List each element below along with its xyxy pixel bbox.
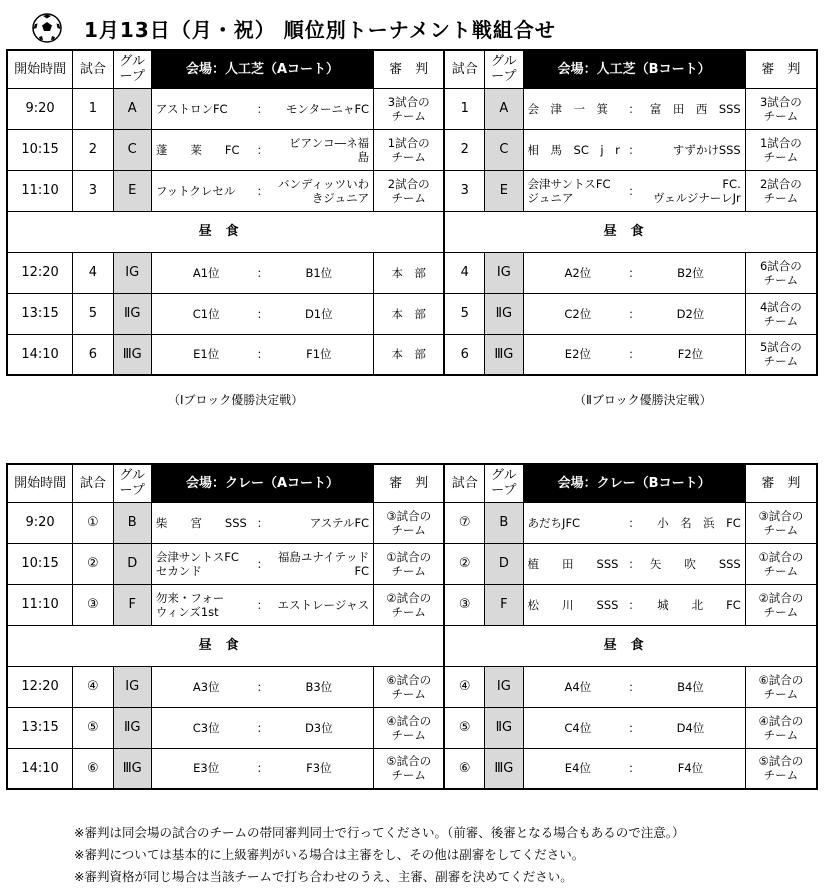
start-time: 13:15 <box>7 293 73 334</box>
referee: ③試合の チーム <box>374 502 445 543</box>
schedule-table-1 <box>6 49 818 376</box>
match-number: 4 <box>444 252 484 293</box>
start-time: 9:20 <box>7 502 73 543</box>
soccer-ball-icon <box>32 13 62 43</box>
header-group: グル ープ <box>113 464 151 502</box>
group-label: ⅢG <box>485 334 523 375</box>
vs-separator: ： <box>628 183 640 198</box>
away-team: F2位 <box>677 347 704 362</box>
referee: 2試合の チーム <box>374 170 445 211</box>
title-row <box>32 8 556 48</box>
away-team: ビアンコ―ネ福 島 <box>289 135 370 164</box>
match-number: 3 <box>444 170 484 211</box>
match-row <box>7 334 817 375</box>
match-cell <box>523 129 745 170</box>
vs-separator: ： <box>256 306 269 321</box>
home-team: 勿来・フォー ウィンズ1st <box>155 590 225 619</box>
start-time: 10:15 <box>7 543 73 584</box>
home-team: 会 津 一 箕 <box>527 101 609 116</box>
match-number: ② <box>444 543 484 584</box>
away-team: モンターニャFC <box>285 101 370 116</box>
away-team: B4位 <box>677 679 704 694</box>
match-cell <box>523 666 745 707</box>
match-cell <box>151 334 373 375</box>
match-cell <box>523 334 745 375</box>
away-team: アステルFC <box>309 515 370 530</box>
match-cell <box>523 502 745 543</box>
vs-separator: ： <box>256 101 269 116</box>
match-row <box>7 543 817 584</box>
match-number: 3 <box>73 170 113 211</box>
match-number: 5 <box>444 293 484 334</box>
vs-separator: ： <box>628 142 640 157</box>
vs-separator: ： <box>628 265 640 280</box>
group-label: D <box>113 543 151 584</box>
header-referee: 審 判 <box>374 50 445 88</box>
match-number: ⑦ <box>444 502 484 543</box>
match-cell <box>151 543 373 584</box>
group-label: F <box>485 584 523 625</box>
group-label: D <box>485 543 523 584</box>
start-time: 11:10 <box>7 170 73 211</box>
page-title: 1月13日（月・祝） 順位別トーナメント戦組合せ <box>84 17 556 42</box>
vs-separator: ： <box>628 306 640 321</box>
home-team: E2位 <box>564 347 591 362</box>
referee: 1試合の チーム <box>374 129 445 170</box>
header-venue-right: 会場：人工芝（Bコート） <box>523 50 745 88</box>
group-label: ⅠG <box>485 666 523 707</box>
match-cell <box>523 584 745 625</box>
match-number: ④ <box>444 666 484 707</box>
match-cell <box>523 293 745 334</box>
home-team: あだちJFC <box>527 515 581 530</box>
match-number: ② <box>73 543 113 584</box>
lunch-row <box>7 625 817 666</box>
match-row <box>7 707 817 748</box>
vs-separator: ： <box>256 347 269 362</box>
match-row <box>7 170 817 211</box>
away-team: D1位 <box>304 306 333 321</box>
match-number: ③ <box>444 584 484 625</box>
match-row <box>7 129 817 170</box>
lunch-label: 昼食 <box>444 625 817 666</box>
match-number: ① <box>73 502 113 543</box>
start-time: 14:10 <box>7 334 73 375</box>
header-match: 試合 <box>444 464 484 502</box>
match-cell <box>523 748 745 789</box>
match-number: ⑤ <box>73 707 113 748</box>
group-label: ⅢG <box>485 748 523 789</box>
match-number: ⑥ <box>444 748 484 789</box>
match-number: ③ <box>73 584 113 625</box>
match-row <box>7 88 817 129</box>
away-team: バンディッツいわ きジュニア <box>278 176 370 205</box>
referee: ④試合の チーム <box>374 707 445 748</box>
header-referee: 審 判 <box>374 464 445 502</box>
match-cell <box>151 252 373 293</box>
lunch-row <box>7 211 817 252</box>
match-number: 5 <box>73 293 113 334</box>
referee: 5試合の チーム <box>745 334 817 375</box>
away-team: FC. ヴェルジナーレJr <box>653 176 741 205</box>
referee: ⑥試合の チーム <box>374 666 445 707</box>
start-time: 10:15 <box>7 129 73 170</box>
home-team: 蓬 莱 FC <box>155 142 240 157</box>
start-time: 13:15 <box>7 707 73 748</box>
header-venue-left: 会場：クレー（Aコート） <box>151 464 373 502</box>
away-team: F3位 <box>306 761 332 776</box>
group-label: ⅡG <box>485 293 523 334</box>
referee: ⑤試合の チーム <box>745 748 817 789</box>
group-label: ⅢG <box>113 748 151 789</box>
match-number: ⑥ <box>73 748 113 789</box>
group-label: B <box>113 502 151 543</box>
group-label: ⅠG <box>113 666 151 707</box>
referee: ③試合の チーム <box>745 502 817 543</box>
match-number: 6 <box>444 334 484 375</box>
home-team: 相 馬 SC j r <box>527 142 620 157</box>
referee: 6試合の チーム <box>745 252 817 293</box>
vs-separator: ： <box>256 556 269 571</box>
home-team: 柴 宮 SSS <box>155 515 247 530</box>
group-label: F <box>113 584 151 625</box>
header-group: グル ープ <box>485 50 523 88</box>
home-team: E1位 <box>193 347 220 362</box>
match-row <box>7 502 817 543</box>
group-label: ⅢG <box>113 334 151 375</box>
match-cell <box>151 170 373 211</box>
group-label: ⅡG <box>485 707 523 748</box>
referee: ②試合の チーム <box>745 584 817 625</box>
match-cell <box>151 293 373 334</box>
referee: 3試合の チーム <box>745 88 817 129</box>
home-team: C3位 <box>192 720 220 735</box>
home-team: フットクレセル <box>155 183 236 198</box>
match-cell <box>151 88 373 129</box>
header-group: グル ープ <box>113 50 151 88</box>
match-number: 2 <box>73 129 113 170</box>
match-cell <box>151 748 373 789</box>
referee: ④試合の チーム <box>745 707 817 748</box>
caption-block-1: （Ⅰブロック優勝決定戦） <box>168 393 304 407</box>
start-time: 12:20 <box>7 252 73 293</box>
lunch-label: 昼食 <box>7 211 444 252</box>
referee: 2試合の チーム <box>745 170 817 211</box>
home-team: E3位 <box>193 761 220 776</box>
match-number: 1 <box>73 88 113 129</box>
header-start-time: 開始時間 <box>7 50 73 88</box>
vs-separator: ： <box>628 101 640 116</box>
vs-separator: ： <box>628 679 640 694</box>
home-team: A4位 <box>564 679 592 694</box>
start-time: 9:20 <box>7 88 73 129</box>
match-cell <box>523 88 745 129</box>
home-team: E4位 <box>564 761 591 776</box>
header-referee: 審 判 <box>745 50 817 88</box>
away-team: 小 名 浜 FC <box>657 515 741 530</box>
group-label: ⅡG <box>113 707 151 748</box>
referee: 本 部 <box>374 252 445 293</box>
group-label: E <box>485 170 523 211</box>
notes <box>74 822 684 888</box>
match-row <box>7 666 817 707</box>
group-label: ⅡG <box>113 293 151 334</box>
home-team: C2位 <box>564 306 592 321</box>
vs-separator: ： <box>256 515 269 530</box>
note-line: ※審判は同会場の試合のチームの帯同審判同士で行ってください。（前審、後審となる場合もあるので注意。） <box>74 825 685 840</box>
vs-separator: ： <box>256 265 269 280</box>
home-team: 会津サントスFC セカンド <box>155 549 239 578</box>
vs-separator: ： <box>628 515 640 530</box>
vs-separator: ： <box>628 761 640 776</box>
referee: 3試合の チーム <box>374 88 445 129</box>
referee: ①試合の チーム <box>374 543 445 584</box>
schedule-table-2 <box>6 463 818 790</box>
header-venue-left: 会場：人工芝（Aコート） <box>151 50 373 88</box>
match-cell <box>523 252 745 293</box>
note-line: ※審判については基本的に上級審判がいる場合は主審をし、その他は副審をしてください。 <box>74 847 585 862</box>
away-team: 矢 吹 SSS <box>649 556 741 571</box>
match-number: 1 <box>444 88 484 129</box>
start-time: 12:20 <box>7 666 73 707</box>
home-team: A2位 <box>564 265 592 280</box>
match-cell <box>523 707 745 748</box>
referee: 本 部 <box>374 334 445 375</box>
home-team: A3位 <box>192 679 220 694</box>
vs-separator: ： <box>256 597 269 612</box>
note-line: ※審判資格が同じ場合は当該チームで打ち合わせのうえ、主審、副審を決めてください。 <box>74 869 573 884</box>
match-row <box>7 252 817 293</box>
match-number: 6 <box>73 334 113 375</box>
referee: ⑥試合の チーム <box>745 666 817 707</box>
away-team: D3位 <box>304 720 333 735</box>
group-label: A <box>485 88 523 129</box>
header-row <box>7 464 817 502</box>
away-team: D2位 <box>676 306 705 321</box>
away-team: すずかけSSS <box>672 142 741 157</box>
vs-separator: ： <box>628 347 640 362</box>
referee: 1試合の チーム <box>745 129 817 170</box>
group-label: C <box>113 129 151 170</box>
vs-separator: ： <box>256 142 269 157</box>
away-team: B3位 <box>305 679 333 694</box>
lunch-label: 昼食 <box>7 625 444 666</box>
away-team: D4位 <box>676 720 705 735</box>
home-team: 植 田 SSS <box>527 556 619 571</box>
away-team: B1位 <box>305 265 333 280</box>
away-team: B2位 <box>677 265 704 280</box>
home-team: 会津サントスFC ジュニア <box>527 176 611 205</box>
header-group: グル ープ <box>485 464 523 502</box>
home-team: C4位 <box>564 720 592 735</box>
header-match: 試合 <box>444 50 484 88</box>
header-start-time: 開始時間 <box>7 464 73 502</box>
home-team: A1位 <box>192 265 220 280</box>
home-team: 松 川 SSS <box>527 597 619 612</box>
away-team: エストレージャス <box>277 597 370 612</box>
referee: ②試合の チーム <box>374 584 445 625</box>
away-team: 福島ユナイテッド FC <box>277 549 370 578</box>
match-cell <box>523 543 745 584</box>
away-team: 富 田 西 SSS <box>649 101 741 116</box>
match-row <box>7 584 817 625</box>
referee: 4試合の チーム <box>745 293 817 334</box>
match-cell <box>151 129 373 170</box>
group-label: A <box>113 88 151 129</box>
caption-block-2: （Ⅱブロック優勝決定戦） <box>574 393 712 407</box>
match-number: ④ <box>73 666 113 707</box>
away-team: F4位 <box>677 761 704 776</box>
away-team: 城 北 FC <box>657 597 741 612</box>
home-team: アストロンFC <box>155 101 228 116</box>
vs-separator: ： <box>628 556 640 571</box>
match-number: ⑤ <box>444 707 484 748</box>
vs-separator: ： <box>256 183 269 198</box>
vs-separator: ： <box>256 679 269 694</box>
group-label: ⅠG <box>113 252 151 293</box>
match-row <box>7 293 817 334</box>
referee: ⑤試合の チーム <box>374 748 445 789</box>
start-time: 11:10 <box>7 584 73 625</box>
vs-separator: ： <box>628 720 640 735</box>
vs-separator: ： <box>256 761 269 776</box>
header-match: 試合 <box>73 50 113 88</box>
match-cell <box>151 707 373 748</box>
match-row <box>7 748 817 789</box>
match-cell <box>151 666 373 707</box>
group-label: C <box>485 129 523 170</box>
match-number: 4 <box>73 252 113 293</box>
group-label: ⅠG <box>485 252 523 293</box>
away-team: F1位 <box>306 347 332 362</box>
home-team: C1位 <box>192 306 220 321</box>
vs-separator: ： <box>256 720 269 735</box>
referee: ①試合の チーム <box>745 543 817 584</box>
referee: 本 部 <box>374 293 445 334</box>
header-match: 試合 <box>73 464 113 502</box>
group-label: B <box>485 502 523 543</box>
header-venue-right: 会場：クレー（Bコート） <box>523 464 745 502</box>
group-label: E <box>113 170 151 211</box>
header-row <box>7 50 817 88</box>
match-cell <box>151 584 373 625</box>
vs-separator: ： <box>628 597 640 612</box>
match-cell <box>523 170 745 211</box>
match-cell <box>151 502 373 543</box>
lunch-label: 昼食 <box>444 211 817 252</box>
match-number: 2 <box>444 129 484 170</box>
header-referee: 審 判 <box>745 464 817 502</box>
start-time: 14:10 <box>7 748 73 789</box>
